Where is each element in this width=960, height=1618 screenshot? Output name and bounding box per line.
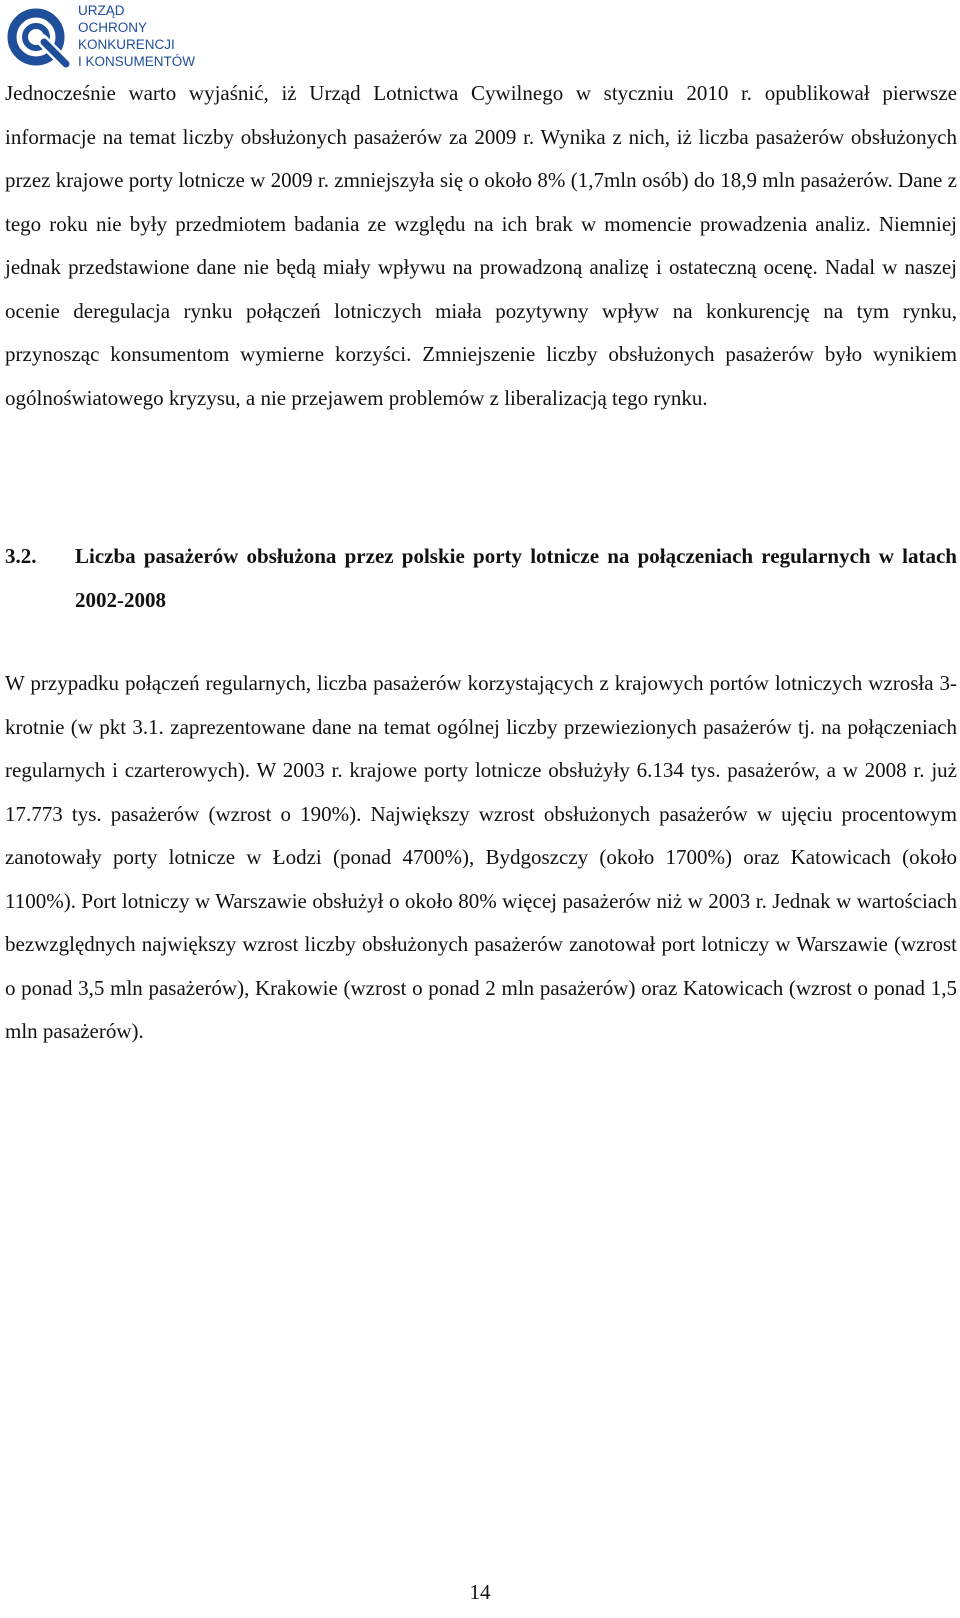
logo-line-1: URZĄD bbox=[78, 3, 125, 18]
logo-line-4: I KONSUMENTÓW bbox=[78, 54, 195, 69]
logo-line-2: OCHRONY bbox=[78, 20, 148, 35]
section-heading bbox=[5, 535, 957, 622]
uokik-logo bbox=[6, 4, 206, 70]
logo-line-3: KONKURENCJI bbox=[78, 37, 175, 52]
uokik-logo-icon bbox=[6, 4, 72, 70]
paragraph-1: Jednocześnie warto wyjaśnić, iż Urząd Lotnictwa Cywilnego w styczniu 2010 r. opublikował pierwsze informacje na temat liczby obsłużonych pasażerów za 2009 r. Wynika z nich, iż liczba pasażerów obsłużonych przez krajowe porty lotnicze w 2009 r. zmniejszyła się o około 8% (1,7mln osób) do 18,9 mln pasażerów. Dane z tego roku nie były przedmiotem badania ze względu na ich brak w momencie prowadzenia analiz. Niemniej jednak przedstawione dane nie będą miały wpływu na prowadzoną analizę i ostateczną ocenę. Nadal w naszej ocenie deregulacja rynku połączeń lotniczych miała pozytywny wpływ na konkurencję na tym rynku, przynosząc konsumentom wymierne korzyści. Zmniejszenie liczby obsłużonych pasażerów było wynikiem ogólnoświatowego kryzysu, a nie przejawem problemów z liberalizacją tego rynku. bbox=[5, 81, 957, 410]
body-text-2 bbox=[5, 662, 957, 1054]
section-title: Liczba pasażerów obsłużona przez polskie porty lotnicze na połączeniach regularnych w latach 2002-2008 bbox=[75, 544, 957, 612]
page-number: 14 bbox=[469, 1580, 491, 1604]
body-text bbox=[5, 72, 957, 420]
section-number: 3.2. bbox=[5, 544, 37, 568]
uokik-logo-text bbox=[78, 2, 195, 70]
paragraph-2: W przypadku połączeń regularnych, liczba pasażerów korzystających z krajowych portów lotniczych wzrosła 3-krotnie (w pkt 3.1. zaprezentowane dane na temat ogólnej liczby przewiezionych pasażerów tj. na połączeniach regularnych i czarterowych). W 2003 r. krajowe porty lotnicze obsłużyły 6.134 tys. pasażerów, a w 2008 r. już 17.773 tys. pasażerów (wzrost o 190%). Największy wzrost obsłużonych pasażerów w ujęciu procentowym zanotowały porty lotnicze w Łodzi (ponad 4700%), Bydgoszczy (około 1700%) oraz Katowicach (około 1100%). Port lotniczy w Warszawie obsłużył o około 80% więcej pasażerów niż w 2003 r. Jednak w wartościach bezwzględnych największy wzrost liczby obsłużonych pasażerów zanotował port lotniczy w Warszawie (wzrost o ponad 3,5 mln pasażerów), Krakowie (wzrost o ponad 2 mln pasażerów) oraz Katowicach (wzrost o ponad 1,5 mln pasażerów). bbox=[5, 671, 957, 1043]
